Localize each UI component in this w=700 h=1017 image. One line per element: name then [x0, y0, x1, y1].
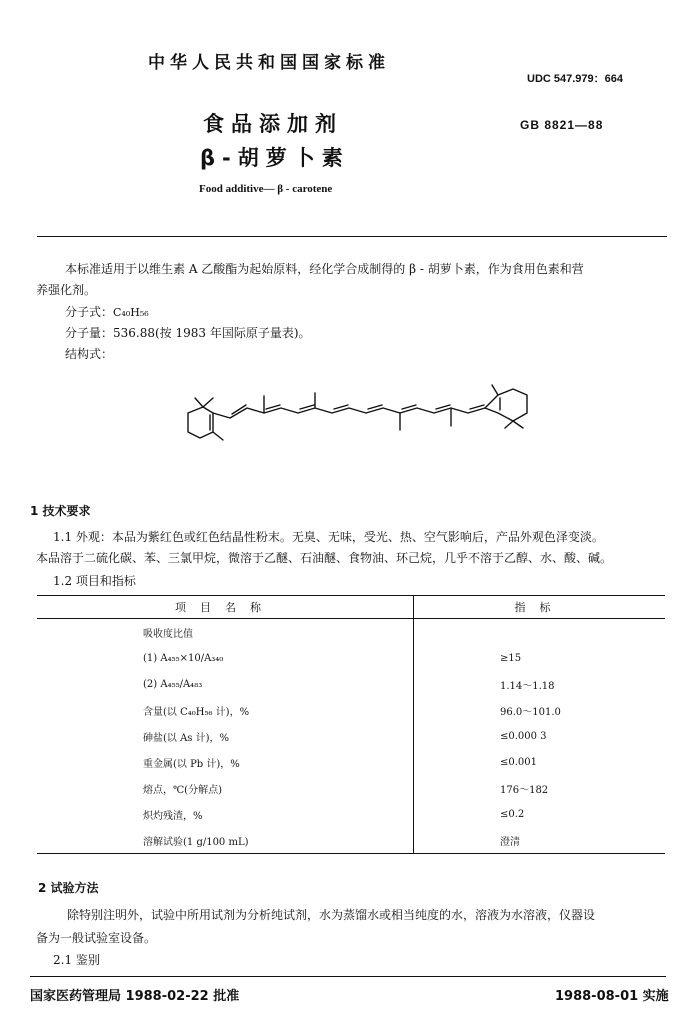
table-row [37, 645, 665, 671]
appearance-text-line1: 1.1 外观：本品为紫红色或红色结晶性粉末。无臭、无味，受光、热、空气影响后，产品外观色泽变淡。 [53, 530, 604, 544]
table-row [37, 697, 665, 723]
table-cell-item: 含量(以 C₄₀H₅₆ 计)，% [37, 697, 414, 723]
table-row [37, 619, 665, 646]
table-row [37, 827, 665, 854]
country-standard-title: 中华人民共和国国家标准 [148, 53, 390, 73]
table-cell-spec: 澄清 [414, 827, 666, 854]
table-row [37, 671, 665, 697]
table-cell-item: 砷盐(以 As 计)，% [37, 723, 414, 749]
molecular-formula-label: 分子式： [65, 305, 114, 319]
table-cell-item: 炽灼残渣，% [37, 801, 414, 827]
molecular-weight: 分子量：536.88(按 1983 年国际原子量表)。 [65, 326, 311, 340]
table-cell-spec: ≤0.001 [500, 756, 538, 768]
table-cell-spec: 96.0～101.0 [500, 706, 561, 718]
molecular-formula-value: C₄₀H₅₆ [113, 306, 149, 319]
english-title: Food additive— β - carotene [199, 183, 333, 195]
table-cell-spec: ≥15 [500, 652, 522, 664]
table-cell-spec [414, 619, 666, 646]
test-methods-text-line1: 除特别注明外，试验中所用试剂为分析纯试剂，水为蒸馏水或相当纯度的水，溶液为水溶液，仪器设 [67, 908, 596, 922]
table-cell-spec: ≤0.2 [500, 808, 525, 820]
table-row [37, 723, 665, 749]
right-ring [485, 389, 527, 421]
table-cell-spec: ≤0.000 3 [500, 730, 547, 742]
appearance-text-line2: 本品溶于二硫化碳、苯、三氯甲烷，微溶于乙醚、石油醚、食物油、环己烷，几乎不溶于乙醇、水、酸、碱。 [36, 551, 613, 565]
test-methods-text-line2: 备为一般试验室设备。 [36, 931, 157, 945]
table-row [37, 801, 665, 827]
table-cell-item: (2) A₄₅₅/A₄₈₃ [37, 671, 414, 697]
table-cell-spec: 1.14～1.18 [500, 680, 555, 692]
left-ring [188, 407, 213, 438]
column-header-spec: 指标 [414, 596, 666, 619]
footer-divider [30, 976, 666, 977]
approval-info: 国家医药管理局 1988-02-22 批准 [30, 989, 240, 1004]
scope-text-line1: 本标准适用于以维生素 A 乙酸酯为起始原料，经化学合成制得的 β - 胡萝卜素，作为食用色素和营 [65, 262, 584, 276]
table-cell-item: 溶解试验(1 g/100 mL) [37, 827, 414, 854]
table-header-row [37, 596, 665, 619]
table-cell-spec: 176～182 [500, 784, 549, 796]
table-cell-item: 吸收度比值 [37, 619, 414, 646]
document-title-line2: β-胡萝卜素 [200, 146, 350, 170]
table-cell-item: (1) A₄₅₅×10/A₃₄₀ [37, 645, 414, 671]
section2-heading: 2 试验方法 [38, 881, 99, 895]
standard-number: GB 8821—88 [520, 118, 604, 132]
table-row [37, 775, 665, 801]
identification-heading: 2.1 鉴别 [53, 953, 100, 967]
effective-date: 1988-08-01 实施 [555, 989, 669, 1004]
udc-code: UDC 547.979：664 [527, 73, 624, 85]
structure-label: 结构式： [65, 347, 114, 361]
document-title-line1: 食品添加剂 [203, 112, 343, 136]
scope-text-line2: 养强化剂。 [36, 283, 97, 297]
section1-heading: 1 技术要求 [30, 504, 91, 518]
polyene-chain [213, 408, 485, 418]
column-header-item: 项目名称 [37, 596, 414, 619]
specifications-table [37, 595, 665, 854]
table-cell-item: 熔点，℃(分解点) [37, 775, 414, 801]
table-cell-item: 重金属(以 Pb 计)，% [37, 749, 414, 775]
items-and-specs-heading: 1.2 项目和指标 [53, 574, 136, 588]
beta-carotene-structure-diagram [0, 0, 700, 470]
table-row [37, 749, 665, 775]
